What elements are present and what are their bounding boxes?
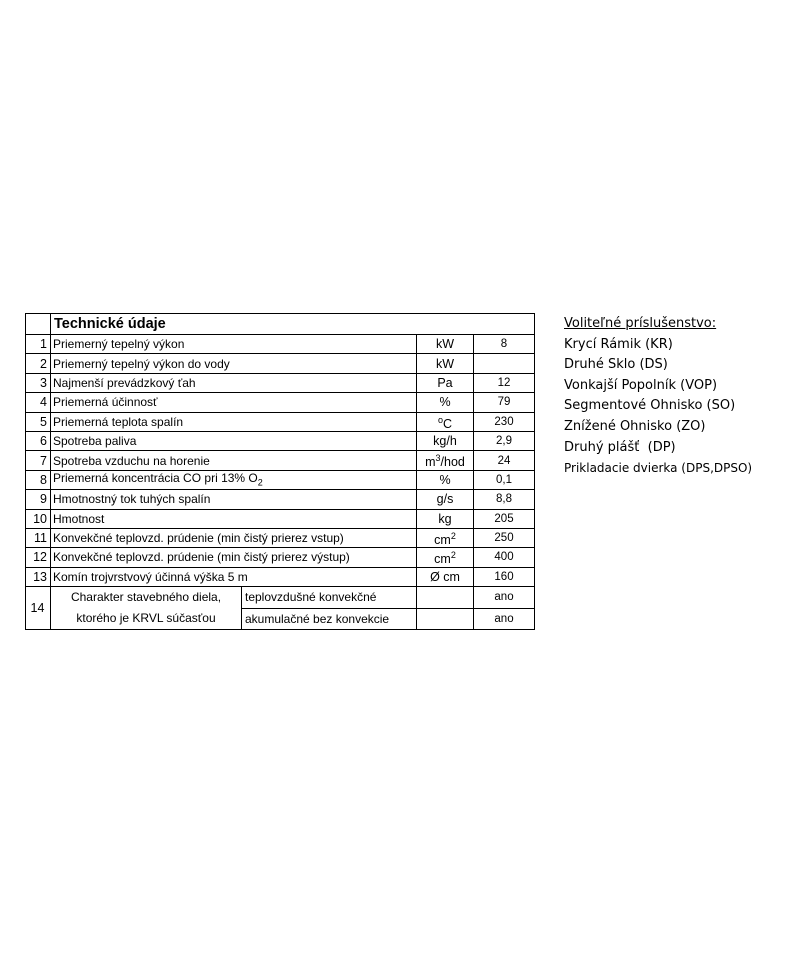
unit-main: m bbox=[425, 455, 436, 470]
table-row bbox=[26, 335, 535, 354]
table-header-row bbox=[26, 314, 535, 335]
table-row bbox=[26, 528, 535, 547]
row-value bbox=[474, 354, 535, 373]
row-unit: Pa bbox=[417, 373, 474, 392]
row-value: ano bbox=[474, 608, 535, 630]
table-row bbox=[26, 490, 535, 509]
row-description: Priemerný tepelný výkon bbox=[51, 335, 417, 354]
unit-main: C bbox=[442, 416, 453, 431]
optional-accessories bbox=[564, 314, 794, 479]
table-row bbox=[26, 431, 535, 450]
row-value: 160 bbox=[474, 567, 535, 586]
row-value: 2,9 bbox=[474, 431, 535, 450]
row-value: 8 bbox=[474, 335, 535, 354]
table-row-14a bbox=[26, 587, 535, 609]
table-title: Technické údaje bbox=[51, 314, 535, 335]
row-description: Priemerný tepelný výkon do vody bbox=[51, 354, 417, 373]
row-value: 79 bbox=[474, 393, 535, 412]
row-number: 3 bbox=[26, 373, 51, 392]
unit-main: cm bbox=[434, 552, 451, 567]
row-description: Konvekčné teplovzd. prúdenie (min čistý prierez vstup) bbox=[51, 528, 417, 547]
row-value: 24 bbox=[474, 451, 535, 470]
row-description: Hmotnostný tok tuhých spalín bbox=[51, 490, 417, 509]
description-main: Priemerná koncentrácia CO pri 13% O bbox=[53, 470, 258, 485]
row-value: 230 bbox=[474, 412, 535, 431]
accessory-item: Segmentové Ohnisko (SO) bbox=[564, 398, 736, 414]
option-accumulation: akumulačné bez konvekcie bbox=[242, 608, 417, 630]
row-value: 205 bbox=[474, 509, 535, 528]
option-convection: teplovzdušné konvekčné bbox=[242, 587, 417, 609]
row-unit bbox=[417, 412, 474, 431]
building-character-line1: Charakter stavebného diela, bbox=[70, 590, 222, 605]
row-unit: kW bbox=[417, 354, 474, 373]
row-description: Spotreba vzduchu na horenie bbox=[51, 451, 417, 470]
row-value: 0,1 bbox=[474, 470, 535, 489]
building-character-label bbox=[51, 587, 242, 630]
row-description: Najmenší prevádzkový ťah bbox=[51, 373, 417, 392]
table-row bbox=[26, 451, 535, 470]
row-number: 2 bbox=[26, 354, 51, 373]
accessory-item: Vonkajší Popolník (VOP) bbox=[564, 377, 718, 393]
accessory-item: Znížené Ohnisko (ZO) bbox=[564, 418, 706, 434]
table-row bbox=[26, 548, 535, 567]
row-unit-empty bbox=[417, 587, 474, 609]
row-unit: % bbox=[417, 470, 474, 489]
row-description: Konvekčné teplovzd. prúdenie (min čistý prierez výstup) bbox=[51, 548, 417, 567]
row-unit: g/s bbox=[417, 490, 474, 509]
table-row bbox=[26, 373, 535, 392]
technical-data-table bbox=[25, 313, 535, 630]
row-description: Komín trojvrstvový účinná výška 5 m bbox=[51, 567, 417, 586]
table-row bbox=[26, 470, 535, 489]
accessory-item: Krycí Rámik (KR) bbox=[564, 336, 673, 352]
header-empty-cell bbox=[26, 314, 51, 335]
unit-exponent-sup: 2 bbox=[450, 531, 456, 542]
row-unit-empty bbox=[417, 608, 474, 630]
description-subscript: 2 bbox=[257, 477, 263, 488]
unit-degree-sup: o bbox=[437, 414, 443, 425]
row-number: 13 bbox=[26, 567, 51, 586]
row-number: 1 bbox=[26, 335, 51, 354]
row-unit bbox=[417, 451, 474, 470]
row-description bbox=[51, 470, 417, 489]
unit-exponent-sup: 3 bbox=[435, 453, 441, 464]
accessories-title: Voliteľné príslušenstvo: bbox=[564, 316, 717, 331]
row-value: 250 bbox=[474, 528, 535, 547]
row-number: 6 bbox=[26, 431, 51, 450]
building-character-line2: ktorého je KRVL súčasťou bbox=[76, 611, 216, 626]
row-unit: % bbox=[417, 393, 474, 412]
row-number: 12 bbox=[26, 548, 51, 567]
row-number: 7 bbox=[26, 451, 51, 470]
row-number: 10 bbox=[26, 509, 51, 528]
row-unit: Ø cm bbox=[417, 567, 474, 586]
row-number: 11 bbox=[26, 528, 51, 547]
row-description: Spotreba paliva bbox=[51, 431, 417, 450]
accessory-item: Druhé Sklo (DS) bbox=[564, 357, 668, 373]
table-row bbox=[26, 393, 535, 412]
row-unit: kg/h bbox=[417, 431, 474, 450]
row-description: Priemerná účinnosť bbox=[51, 393, 417, 412]
row-description: Priemerná teplota spalín bbox=[51, 412, 417, 431]
row-number: 5 bbox=[26, 412, 51, 431]
row-number: 14 bbox=[26, 587, 51, 630]
accessory-item: Prikladacie dvierka (DPS,DPSO) bbox=[564, 461, 753, 476]
row-value: 8,8 bbox=[474, 490, 535, 509]
row-unit: kW bbox=[417, 335, 474, 354]
unit-exponent-sup: 2 bbox=[450, 550, 456, 561]
row-unit bbox=[417, 548, 474, 567]
unit-rest: /hod bbox=[440, 455, 465, 470]
row-number: 4 bbox=[26, 393, 51, 412]
row-number: 8 bbox=[26, 470, 51, 489]
row-value: 12 bbox=[474, 373, 535, 392]
row-unit bbox=[417, 528, 474, 547]
table-row bbox=[26, 412, 535, 431]
accessory-item: Druhý plášť (DP) bbox=[564, 439, 676, 455]
row-unit: kg bbox=[417, 509, 474, 528]
row-value: 400 bbox=[474, 548, 535, 567]
table-row bbox=[26, 509, 535, 528]
table-row bbox=[26, 354, 535, 373]
table-row bbox=[26, 567, 535, 586]
row-number: 9 bbox=[26, 490, 51, 509]
row-description: Hmotnost bbox=[51, 509, 417, 528]
unit-main: cm bbox=[434, 533, 451, 548]
row-value: ano bbox=[474, 587, 535, 609]
